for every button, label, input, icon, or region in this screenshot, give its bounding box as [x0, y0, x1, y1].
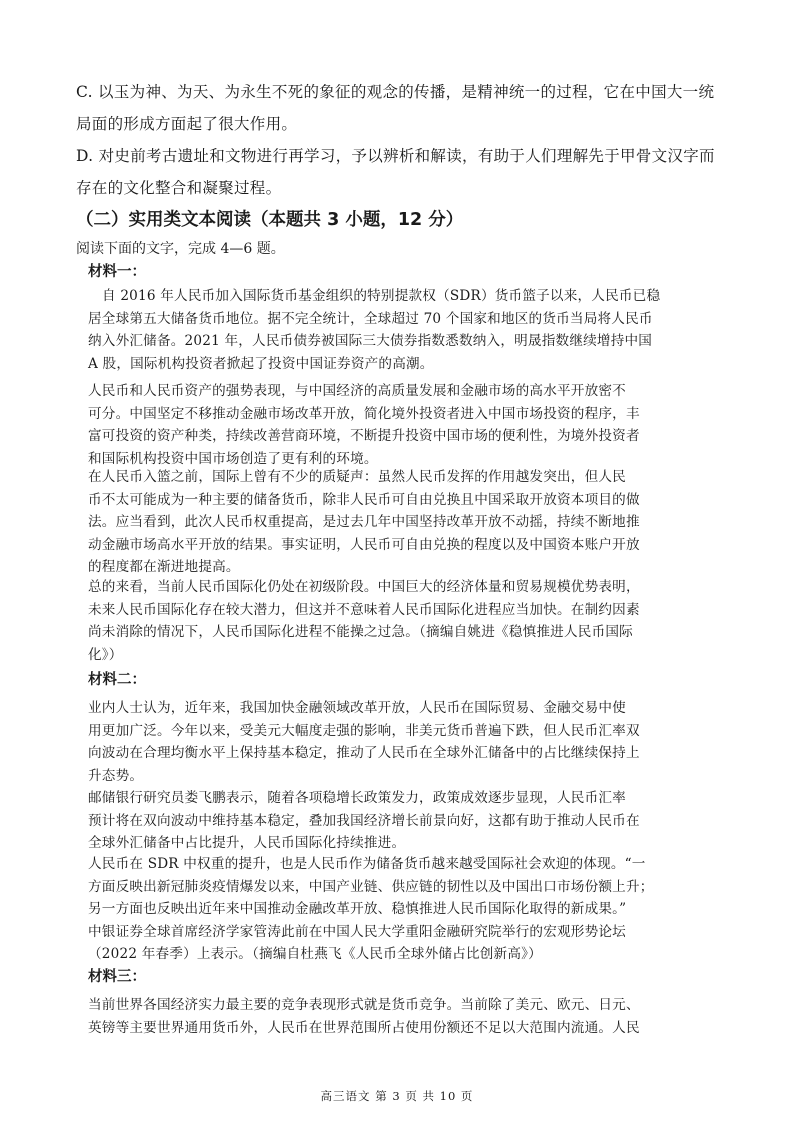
material-1-paragraph-2: [88, 380, 744, 470]
option-d-line-1: D. 对史前考古遗址和文物进行再学习，予以辨析和解读，有助于人们理解先于甲骨文汉字而: [76, 147, 715, 165]
text-line: 用更加广泛。今年以来，受美元大幅度走强的影响，非美元货币普遍下跌，但人民币汇率双: [88, 722, 640, 739]
text-line: 动金融市场高水平开放的结果。事实证明，人民币可自由兑换的程度以及中国资本账户开放: [88, 536, 640, 553]
text-line: 尚未消除的情况下，人民币国际化进程不能操之过急。（摘编自姚进《稳慎推进人民币国际: [88, 624, 633, 640]
text-line: 升态势。: [88, 767, 144, 784]
text-line: 业内人士认为，近年来，我国加快金融领域改革开放，人民币在国际贸易、金融交易中使: [88, 700, 626, 716]
option-c-line-1: C. 以玉为神、为天、为永生不死的象征的观念的传播，是精神统一的过程，它在中国大一统: [76, 83, 715, 101]
material-1-paragraph-3: [88, 466, 744, 579]
text-line: 邮储银行研究员娄飞鹏表示，随着各项稳增长政策发力，政策成效逐步显现，人民币汇率: [88, 790, 626, 806]
text-line: 全球外汇储备中占比提升，人民币国际化持续推进。: [88, 835, 406, 851]
text-line: 人民币和人民币资产的强势表现，与中国经济的高质量发展和金融市场的高水平开放密不: [88, 383, 626, 399]
text-line: 化》）: [88, 646, 123, 663]
material-1-paragraph-1: [88, 285, 744, 375]
text-line: 方面反映出新冠肺炎疫情爆发以来，中国产业链、供应链的韧性以及中国出口市场份额上升；: [88, 878, 654, 895]
text-line: A 股，国际机构投资者掀起了投资中国证券资产的高潮。: [88, 355, 434, 372]
text-line: 总的来看，当前人民币国际化仍处在初级阶段。中国巨大的经济体量和贸易规模优势表明，: [88, 579, 640, 595]
material-2-paragraph-3: [88, 853, 744, 966]
page-footer: 高三语文 第 3 页 共 10 页: [320, 1089, 474, 1103]
text-line: （2022 年春季）上表示。（摘编自杜燕飞《人民币全球外储占比创新高》）: [88, 946, 542, 962]
option-d: [76, 140, 744, 204]
instruction: 阅读下面的文字，完成 4—6 题。: [76, 241, 285, 257]
material-2-paragraph-1: [88, 697, 744, 787]
text-line: 富可投资的资产种类，持续改善营商环境，不断提升投资中国市场的便利性，为境外投资者: [88, 428, 640, 444]
text-line: 人民币在 SDR 中权重的提升，也是人民币作为储备货币越来越受国际社会欢迎的体现。“一: [88, 856, 646, 872]
text-line: 币不太可能成为一种主要的储备货币，除非人民币可自由兑换且中国采取开放资本项目的做: [88, 491, 640, 508]
text-line: 可分。中国坚定不移推动金融市场改革开放，简化境外投资者进入中国市场投资的程序，丰: [88, 405, 640, 422]
text-line: 未来人民币国际化存在较大潜力，但这并不意味着人民币国际化进程应当加快。在制约因素: [88, 601, 640, 618]
material-2-paragraph-2: [88, 787, 744, 855]
material-3-paragraph-1: [88, 994, 744, 1039]
text-line: 当前世界各国经济实力最主要的竞争表现形式就是货币竞争。当前除了美元、欧元、日元、: [88, 997, 640, 1013]
option-c-line-2: 局面的形成方面起了很大作用。: [76, 115, 298, 133]
material-3-heading: 材料三：: [88, 969, 146, 985]
text-line: 纳入外汇储备。2021 年，人民币债券被国际三大债券指数悉数纳入，明晟指数继续增持中国: [88, 333, 653, 349]
text-line: 自 2016 年人民币加入国际货币基金组织的特别提款权（SDR）货币篮子以来，人民币已稳: [102, 288, 661, 304]
option-d-line-2: 存在的文化整合和凝聚过程。: [76, 179, 282, 197]
section-title: （二）实用类文本阅读（本题共 3 小题，12 分）: [76, 210, 464, 230]
text-line: 预计将在双向波动中维持基本稳定，叠加我国经济增长前景向好，这都有助于推动人民币在: [88, 812, 640, 829]
text-line: 在人民币入篮之前，国际上曾有不少的质疑声：虽然人民币发挥的作用越发突出，但人民: [88, 469, 626, 485]
material-2-heading: 材料二：: [88, 672, 146, 688]
text-line: 英镑等主要世界通用货币外，人民币在世界范围所占使用份额还不足以大范围内流通。人民: [88, 1019, 640, 1036]
option-c: [76, 76, 744, 140]
text-line: 居全球第五大储备货币地位。据不完全统计，全球超过 70 个国家和地区的货币当局将人民币: [88, 310, 653, 327]
text-line: 另一方面也反映出近年来中国推动金融改革开放、稳慎推进人民币国际化取得的新成果。”: [88, 901, 627, 917]
text-line: 法。应当看到，此次人民币权重提高，是过去几年中国坚持改革开放不动摇，持续不断地推: [88, 514, 640, 530]
text-line: 和国际机构投资中国市场创造了更有利的环境。: [88, 450, 378, 467]
text-line: 向波动在合理均衡水平上保持基本稳定，推动了人民币在全球外汇储备中的占比继续保持上: [88, 745, 640, 761]
material-1-heading: 材料一：: [88, 264, 146, 280]
text-line: 中银证券全球首席经济学家管涛此前在中国人民大学重阳金融研究院举行的宏观形势论坛: [88, 923, 626, 940]
material-1-paragraph-4: [88, 576, 744, 666]
text-line: 的程度都在渐进地提高。: [88, 559, 240, 575]
